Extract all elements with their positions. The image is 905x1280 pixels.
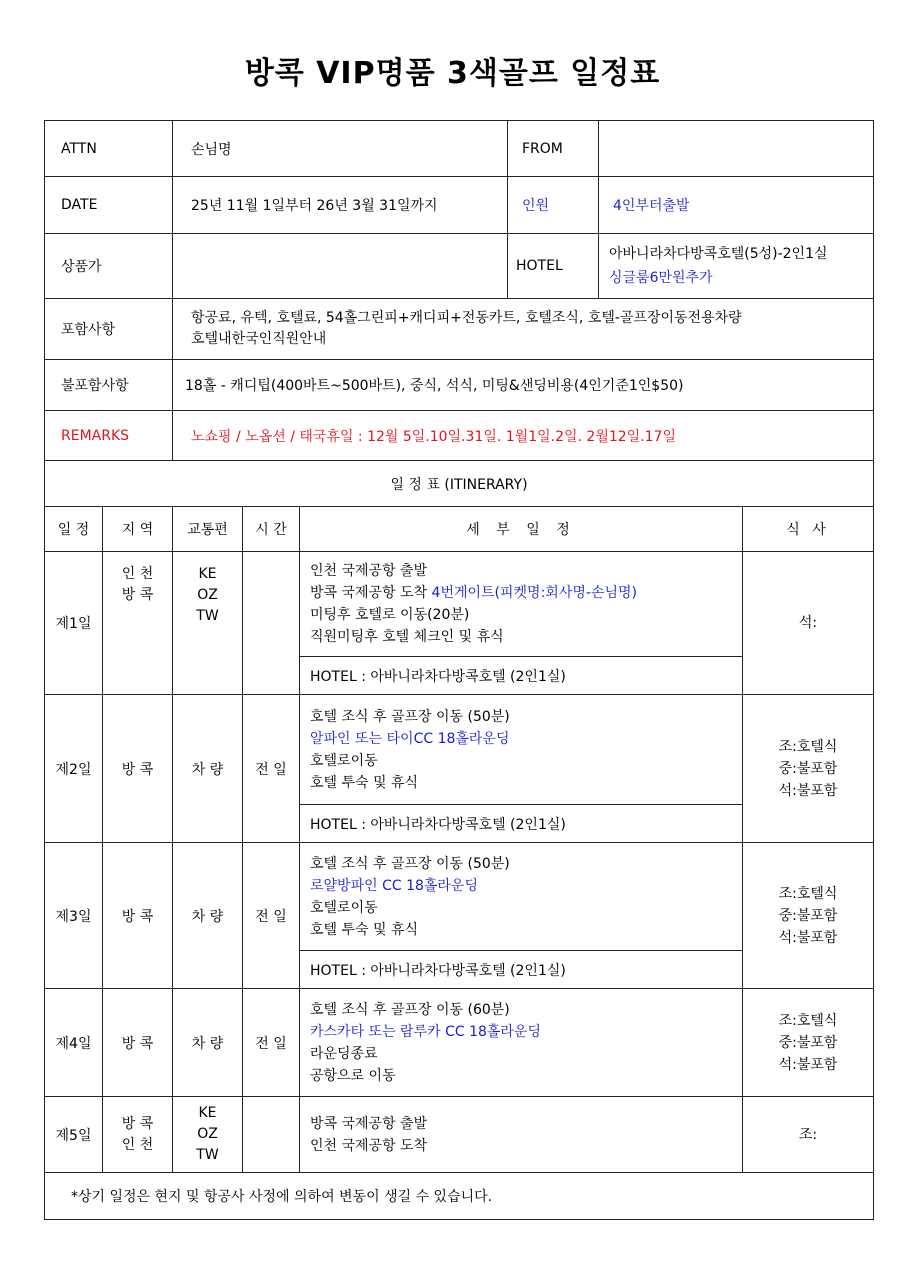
day-2-line-4: 호텔 투숙 및 휴식 xyxy=(310,774,419,791)
itinerary-title: 일 정 표 (ITINERARY) xyxy=(45,461,874,507)
remarks-value: 노쇼핑 / 노옵션 / 태국휴일 : 12월 5일.10일.31일. 1월1일.2일. 2월12일.17일 xyxy=(173,411,874,461)
day-5-meals xyxy=(743,1097,874,1173)
day-3-label: 제3일 xyxy=(45,843,103,989)
day-5-schedule xyxy=(300,1097,743,1173)
day-1-transport xyxy=(173,552,243,695)
day-2-meal-1: 조:호텔식 xyxy=(778,738,838,755)
day-1-gate-note: 4번게이트(피켓명:회사명-손님명) xyxy=(431,585,637,601)
day-1-meals xyxy=(743,552,874,695)
day-5-region-2: 인 천 xyxy=(121,1136,154,1153)
day-3-meal-2: 중:불포함 xyxy=(778,907,838,924)
header-meal: 식 사 xyxy=(743,507,874,552)
excluded-label: 불포함사항 xyxy=(45,360,173,411)
day-2-meal-2: 중:불포함 xyxy=(778,760,838,777)
day-1-line-2 xyxy=(310,582,732,604)
day-4-meal-1: 조:호텔식 xyxy=(778,1012,838,1029)
day-2-region: 방 콕 xyxy=(103,695,173,843)
hotel-info xyxy=(599,234,874,299)
day-3-meal-1: 조:호텔식 xyxy=(778,885,838,902)
day-4-label: 제4일 xyxy=(45,989,103,1097)
day-4-meals xyxy=(743,989,874,1097)
day-2-meals xyxy=(743,695,874,843)
included-line-2: 호텔내한국인직원안내 xyxy=(191,331,327,347)
day-4-meal-2: 중:불포함 xyxy=(778,1034,838,1051)
price-label: 상품가 xyxy=(45,234,173,299)
day-2-meal-3: 석:불포함 xyxy=(778,782,838,799)
day-5-transport-1: KE xyxy=(198,1105,217,1121)
included-value xyxy=(173,299,874,360)
day-2-line-1: 호텔 조식 후 골프장 이동 (50분) xyxy=(310,708,510,725)
day-1-transport-2: OZ xyxy=(197,587,218,603)
day-5-transport-3: TW xyxy=(196,1147,219,1163)
day-3-hotel: HOTEL : 아바니라차다방콕호텔 (2인1실) xyxy=(300,951,743,989)
header-day: 일 정 xyxy=(45,507,103,552)
day-4-line-4: 공항으로 이동 xyxy=(310,1067,396,1084)
day-5-time xyxy=(243,1097,300,1173)
date-value: 25년 11월 1일부터 26년 3월 31일까지 xyxy=(173,177,508,234)
schedule-table xyxy=(44,506,874,1220)
footnote: *상기 일정은 현지 및 항공사 사정에 의하여 변동이 생길 수 있습니다. xyxy=(45,1173,874,1220)
day-2-line-3: 호텔로이동 xyxy=(310,752,378,769)
day-1-time xyxy=(243,552,300,695)
day-1-line-4: 직원미팅후 호텔 체크인 및 휴식 xyxy=(310,629,504,645)
day-5-line-1: 방콕 국제공항 출발 xyxy=(310,1115,428,1132)
day-4-meal-3: 석:불포함 xyxy=(778,1056,838,1073)
header-time: 시 간 xyxy=(243,507,300,552)
day-3-line-1: 호텔 조식 후 골프장 이동 (50분) xyxy=(310,855,510,872)
day-2-hotel: HOTEL : 아바니라차다방콕호텔 (2인1실) xyxy=(300,805,743,843)
day-4-time: 전 일 xyxy=(243,989,300,1097)
day-1-meal-1: 석: xyxy=(798,615,818,631)
day-3-transport: 차 량 xyxy=(173,843,243,989)
header-detail: 세 부 일 정 xyxy=(300,507,743,552)
day-2-transport: 차 량 xyxy=(173,695,243,843)
day-1-label: 제1일 xyxy=(45,552,103,695)
day-5-transport-2: OZ xyxy=(197,1126,218,1142)
day-2-schedule xyxy=(300,695,743,805)
day-1-line-2-text: 방콕 국제공항 도착 xyxy=(310,585,432,601)
day-1-schedule xyxy=(300,552,743,657)
people-value: 4인부터출발 xyxy=(599,177,874,234)
day-1-transport-3: TW xyxy=(196,608,219,624)
day-4-transport: 차 량 xyxy=(173,989,243,1097)
day-4-line-3: 라운딩종료 xyxy=(310,1045,378,1062)
day-3-line-3: 호텔로이동 xyxy=(310,899,378,916)
price-value xyxy=(173,234,508,299)
date-label: DATE xyxy=(45,177,173,234)
included-label: 포함사항 xyxy=(45,299,173,360)
day-3-line-2: 로얄방파인 CC 18홀라운딩 xyxy=(310,877,478,894)
day-5-transport xyxy=(173,1097,243,1173)
day-1-region-2: 방 콕 xyxy=(121,587,154,603)
day-1-region xyxy=(103,552,173,695)
day-5-label: 제5일 xyxy=(45,1097,103,1173)
day-2-time: 전 일 xyxy=(243,695,300,843)
day-2-line-2: 알파인 또는 타이CC 18홀라운딩 xyxy=(310,730,510,747)
remarks-label: REMARKS xyxy=(45,411,173,461)
people-label: 인원 xyxy=(508,177,599,234)
hotel-extra: 싱글룸6만원추가 xyxy=(609,270,713,286)
hotel-label: HOTEL xyxy=(508,234,599,299)
day-3-meal-3: 석:불포함 xyxy=(778,929,838,946)
day-4-line-1: 호텔 조식 후 골프장 이동 (60분) xyxy=(310,1001,510,1018)
day-2-label: 제2일 xyxy=(45,695,103,843)
day-4-line-2: 카스카타 또는 람루카 CC 18홀라운딩 xyxy=(310,1023,541,1040)
attn-label: ATTN xyxy=(45,121,173,177)
hotel-value: 아바니라차다방콕호텔(5성)-2인1실 xyxy=(609,246,828,262)
attn-value: 손님명 xyxy=(173,121,508,177)
day-1-line-1: 인천 국제공항 출발 xyxy=(310,563,428,579)
day-5-line-2: 인천 국제공항 도착 xyxy=(310,1137,428,1154)
day-1-line-3: 미팅후 호텔로 이동(20분) xyxy=(310,607,470,623)
day-3-schedule xyxy=(300,843,743,951)
day-1-hotel: HOTEL : 아바니라차다방콕호텔 (2인1실) xyxy=(300,657,743,695)
day-4-schedule xyxy=(300,989,743,1097)
included-line-1: 항공료, 유텍, 호텔료, 54홀그린피+캐디피+전동카트, 호텔조식, 호텔-골프장이동전용차량 xyxy=(191,310,742,326)
day-5-region xyxy=(103,1097,173,1173)
day-3-time: 전 일 xyxy=(243,843,300,989)
day-3-line-4: 호텔 투숙 및 휴식 xyxy=(310,921,419,938)
header-region: 지 역 xyxy=(103,507,173,552)
from-value xyxy=(599,121,874,177)
day-5-region-1: 방 콕 xyxy=(121,1115,154,1132)
day-1-region-1: 인 천 xyxy=(121,566,154,582)
from-label: FROM xyxy=(508,121,599,177)
page-title: 방콕 VIP명품 3색골프 일정표 xyxy=(244,56,661,91)
day-3-region: 방 콕 xyxy=(103,843,173,989)
day-4-region: 방 콕 xyxy=(103,989,173,1097)
day-1-transport-1: KE xyxy=(198,566,217,582)
day-3-meals xyxy=(743,843,874,989)
info-table xyxy=(44,120,874,507)
excluded-value: 18홀 - 캐디팁(400바트~500바트), 중식, 석식, 미팅&샌딩비용(4인기준1인$50) xyxy=(173,360,874,411)
header-transport: 교통편 xyxy=(173,507,243,552)
day-5-meal-1: 조: xyxy=(798,1126,818,1143)
itinerary-document xyxy=(44,120,873,1220)
